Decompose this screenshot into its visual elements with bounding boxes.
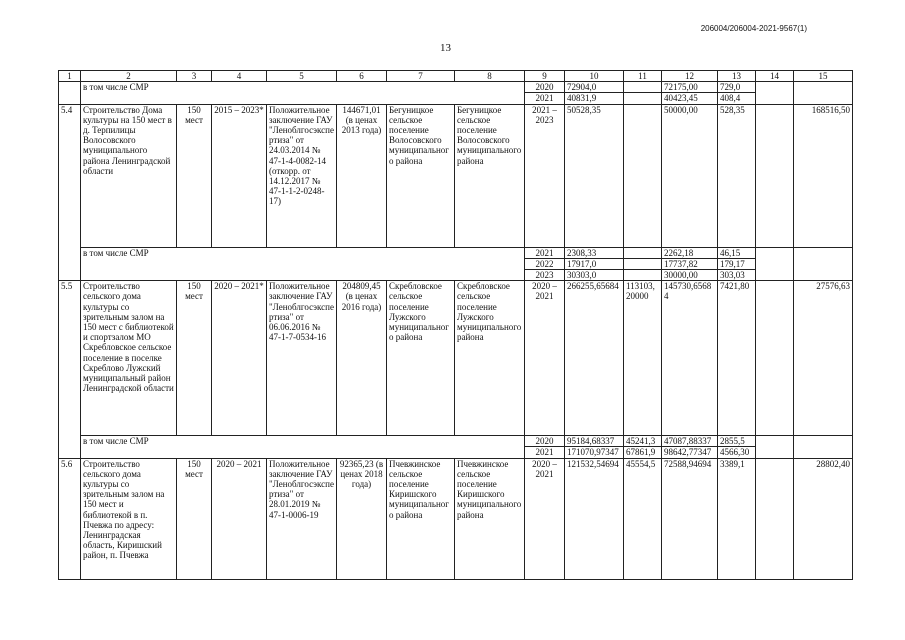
year-cell: 2020 — [525, 82, 565, 93]
table-row — [59, 104, 853, 247]
smr-label: в том числе СМР — [81, 436, 525, 458]
item-capacity: 150 мест — [177, 458, 212, 579]
cell-col11 — [624, 258, 662, 269]
cell-col11: 113103,20000 — [624, 281, 662, 436]
cell-col13: 46,15 — [718, 247, 756, 258]
item-capacity: 150 мест — [177, 104, 212, 247]
cell-col12: 2262,18 — [662, 247, 718, 258]
table-row — [59, 436, 853, 447]
item-customer: Пчевжинское сельское поселение Киришского муниципального района — [387, 458, 455, 579]
year-cell: 2020 — [525, 436, 565, 447]
cell-col11: 45241,3 — [624, 436, 662, 447]
cell-col13: 303,03 — [718, 270, 756, 281]
cell-col11 — [624, 93, 662, 104]
col-header: 10 — [565, 71, 624, 82]
col-header: 6 — [337, 71, 387, 82]
col-header: 2 — [81, 71, 177, 82]
item-name: Строительство Дома культуры на 150 мест в д. Терпилицы Волосовского муниципального района Ленинградской области — [81, 104, 177, 247]
cell-col15: 27576,63 — [794, 281, 853, 436]
item-customer: Скребловское сельское поселение Лужского муниципального района — [387, 281, 455, 436]
item-years: 2020 – 2021 — [525, 281, 565, 436]
cell-col12: 30000,00 — [662, 270, 718, 281]
col-header: 1 — [59, 71, 81, 82]
cell-col11 — [624, 270, 662, 281]
col-header: 13 — [718, 71, 756, 82]
cell-col10: 2308,33 — [565, 247, 624, 258]
cell-col10: 17917,0 — [565, 258, 624, 269]
page-number: 13 — [440, 42, 451, 54]
item-name: Строительство сельского дома культуры со зрительным залом на 150 мест с библиотекой и спортзалом МО Скребловское сельское поселение в поселке Скреблово Лужский муниципальный район Ленинградской области — [81, 281, 177, 436]
year-cell: 2021 — [525, 447, 565, 458]
cell-col15: 28802,40 — [794, 458, 853, 579]
col-header: 5 — [267, 71, 337, 82]
item-period: 2020 – 2021* — [212, 281, 267, 436]
cell-col14 — [756, 104, 794, 247]
cell-col11: 67861,9 — [624, 447, 662, 458]
item-period: 2020 – 2021 — [212, 458, 267, 579]
cell-col12: 17737,82 — [662, 258, 718, 269]
smr-label: в том числе СМР — [81, 247, 525, 281]
cell-col10: 40831,9 — [565, 93, 624, 104]
cell-col14 — [756, 458, 794, 579]
year-cell: 2022 — [525, 258, 565, 269]
col-header: 8 — [455, 71, 525, 82]
item-expertise: Положительное заключение ГАУ "Леноблгосэкспертиза" от 24.03.2014 № 47-1-4-0082-14 (откорр. от 14.12.2017 № 47-1-1-2-0248-17) — [267, 104, 337, 247]
item-years: 2021 – 2023 — [525, 104, 565, 247]
cell-col13: 4566,30 — [718, 447, 756, 458]
item-number: 5.5 — [59, 281, 81, 458]
cell-col15: 168516,50 — [794, 104, 853, 247]
cell-col14 — [756, 281, 794, 436]
header-row — [59, 71, 853, 82]
cell-col13: 729,0 — [718, 82, 756, 93]
smr-label: в том числе СМР — [81, 82, 525, 104]
cell-col12: 72175,00 — [662, 82, 718, 93]
item-number: 5.4 — [59, 104, 81, 281]
item-expertise: Положительное заключение ГАУ "Леноблгосэкспертиза" от 06.06.2016 № 47-1-7-0534-16 — [267, 281, 337, 436]
cell-col12: 50000,00 — [662, 104, 718, 247]
document-id: 206004/206004-2021-9567(1) — [700, 24, 807, 33]
item-number: 5.6 — [59, 458, 81, 579]
item-capacity: 150 мест — [177, 281, 212, 436]
col-header: 14 — [756, 71, 794, 82]
item-owner: Пчевжинское сельское поселение Киришского муниципального района — [455, 458, 525, 579]
cell-col10: 30303,0 — [565, 270, 624, 281]
col-header: 4 — [212, 71, 267, 82]
cell-col13: 528,35 — [718, 104, 756, 247]
item-expertise: Положительное заключение ГАУ "Леноблгосэкспертиза" от 28.01.2019 № 47-1-0006-19 — [267, 458, 337, 579]
item-cost: 92365,23 (в ценах 2018 года) — [337, 458, 387, 579]
year-cell: 2023 — [525, 270, 565, 281]
cell-col11 — [624, 104, 662, 247]
col-header: 15 — [794, 71, 853, 82]
item-owner: Скребловское сельское поселение Лужского муниципального района — [455, 281, 525, 436]
item-cost: 204809,45 (в ценах 2016 года) — [337, 281, 387, 436]
table-row — [59, 247, 853, 258]
cell-col13: 2855,5 — [718, 436, 756, 447]
year-cell: 2021 — [525, 247, 565, 258]
cell-col12: 145730,65684 — [662, 281, 718, 436]
year-cell: 2021 — [525, 93, 565, 104]
item-name: Строительство сельского дома культуры со зрительным залом на 150 мест и библиотекой в п. Пчевжа по адресу: Ленинградская область, Киришский район, п. Пчевжа — [81, 458, 177, 579]
cell-col13: 7421,80 — [718, 281, 756, 436]
col-header: 9 — [525, 71, 565, 82]
cell-col12: 47087,88337 — [662, 436, 718, 447]
item-owner: Бегуницкое сельское поселение Волосовского муниципального района — [455, 104, 525, 247]
cell-col10: 50528,35 — [565, 104, 624, 247]
cell-col13: 408,4 — [718, 93, 756, 104]
cell-col10: 171070,97347 — [565, 447, 624, 458]
cell-col13: 179,17 — [718, 258, 756, 269]
cell-col13: 3389,1 — [718, 458, 756, 579]
cell-col10: 266255,65684 — [565, 281, 624, 436]
cell-col12: 40423,45 — [662, 93, 718, 104]
item-cost: 144671,01 (в ценах 2013 года) — [337, 104, 387, 247]
item-customer: Бегуницкое сельское поселение Волосовского муниципального района — [387, 104, 455, 247]
cell-col10: 72904,0 — [565, 82, 624, 93]
cell-col12: 98642,77347 — [662, 447, 718, 458]
col-header: 7 — [387, 71, 455, 82]
col-header: 3 — [177, 71, 212, 82]
cell-col11: 45554,5 — [624, 458, 662, 579]
table-row — [59, 458, 853, 579]
cell-col12: 72588,94694 — [662, 458, 718, 579]
cell-col11 — [624, 247, 662, 258]
col-header: 11 — [624, 71, 662, 82]
item-period: 2015 – 2023* — [212, 104, 267, 247]
item-years: 2020 – 2021 — [525, 458, 565, 579]
col-header: 12 — [662, 71, 718, 82]
cell-col10: 95184,68337 — [565, 436, 624, 447]
cell-col11 — [624, 82, 662, 93]
table-row — [59, 82, 853, 93]
table-row — [59, 281, 853, 436]
budget-table — [58, 70, 853, 580]
cell-col10: 121532,54694 — [565, 458, 624, 579]
